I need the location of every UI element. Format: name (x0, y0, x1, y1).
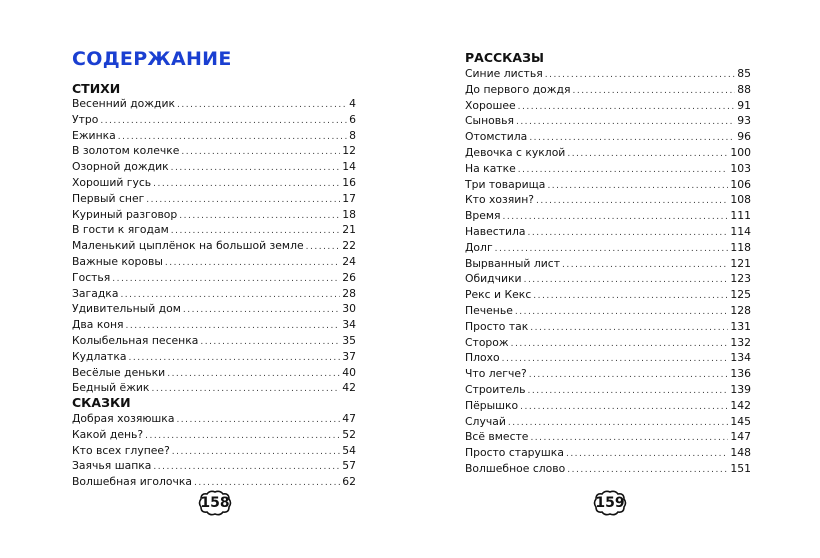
toc-entry (465, 82, 751, 98)
toc-entry-title: Время (465, 209, 501, 223)
toc-entry-page: 121 (730, 256, 751, 270)
toc-entry-page: 111 (730, 209, 751, 223)
toc-entry-page: 8 (349, 128, 356, 142)
toc-entry (465, 414, 751, 430)
toc-entry-title: Плохо (465, 351, 500, 365)
toc-entry-page: 88 (737, 82, 751, 96)
toc-entry (72, 474, 356, 490)
toc-entry-page: 57 (342, 459, 356, 473)
toc-entry-title: Три товарища (465, 177, 546, 191)
toc-entry-title: В золотом колечке (72, 144, 180, 158)
toc-entry-page: 24 (342, 254, 356, 268)
dot-leader (567, 463, 728, 479)
dot-leader (536, 194, 728, 210)
toc-entry (465, 382, 751, 398)
dot-leader (533, 289, 728, 305)
toc-entry (72, 128, 356, 144)
toc-entry (465, 192, 751, 208)
dot-leader (153, 177, 340, 193)
toc-entry (72, 317, 356, 333)
toc-entry (72, 333, 356, 349)
toc-entry-page: 139 (730, 382, 751, 396)
toc-entry-page: 35 (342, 333, 356, 347)
toc-entry-page: 91 (737, 98, 751, 112)
dot-leader (529, 368, 729, 384)
toc-entry (72, 301, 356, 317)
toc-entry (465, 240, 751, 256)
toc-entry-page: 21 (342, 223, 356, 237)
toc-entry-title: Просто старушка (465, 446, 564, 460)
toc-entry (72, 270, 356, 286)
dot-leader (145, 429, 340, 445)
toc-entry (72, 159, 356, 175)
dot-leader (200, 335, 340, 351)
toc-entry-page: 136 (730, 367, 751, 381)
toc-entry-title: Весенний дождик (72, 97, 176, 110)
toc-entry-page: 54 (342, 443, 356, 457)
toc-entry (465, 445, 751, 461)
toc-entry-page: 14 (342, 160, 356, 174)
toc-entry (465, 461, 751, 477)
toc-entry-page: 147 (730, 430, 751, 444)
dot-leader (528, 226, 729, 242)
toc-entry-title: Колыбельная песенка (72, 333, 199, 347)
toc-entry-page: 42 (342, 381, 356, 395)
dot-leader (567, 147, 728, 163)
dot-leader (151, 382, 340, 398)
toc-entry (72, 238, 356, 254)
toc-entry-page: 12 (342, 144, 356, 158)
toc-entry (72, 191, 356, 207)
toc-entry (72, 112, 356, 128)
toc-entry (72, 349, 356, 365)
toc-entry (72, 411, 356, 427)
toc-entry-title: Кто хозяин? (465, 193, 535, 207)
toc-entry (465, 303, 751, 319)
toc-entry-page: 148 (730, 446, 751, 460)
toc-entry (465, 335, 751, 351)
toc-entry-title: Печенье (465, 303, 513, 317)
toc-entry (465, 177, 751, 193)
page-number-left-text: 158 (200, 495, 230, 511)
toc-entry-title: До первого дождя (465, 82, 571, 96)
dot-leader (179, 209, 340, 225)
toc-entry-page: 26 (342, 270, 356, 284)
toc-entry-title: Хороший гусь (72, 175, 152, 189)
toc-entry-title: Девочка с куклой (465, 145, 566, 159)
dot-leader (562, 258, 728, 274)
toc-entry-title: Вырванный лист (465, 256, 560, 270)
toc-entry-page: 134 (730, 351, 751, 365)
toc-entry-page: 131 (730, 319, 751, 333)
toc-entry-page: 103 (730, 161, 751, 175)
toc-entry-title: Просто так (465, 319, 529, 333)
toc-entry-title: Пёрышко (465, 398, 519, 412)
dot-leader (167, 367, 340, 383)
toc-entry-page: 106 (730, 177, 751, 191)
dot-leader (502, 352, 729, 368)
toc-entry-title: На катке (465, 161, 516, 175)
toc-entry (465, 271, 751, 287)
dot-leader (508, 416, 729, 432)
page-number-left (198, 490, 232, 516)
toc-entry (72, 175, 356, 191)
toc-entry-title: Куриный разговор (72, 207, 178, 221)
dot-leader (100, 114, 347, 130)
toc-entry (72, 365, 356, 381)
toc-entry-page: 123 (730, 272, 751, 286)
toc-entry-page: 128 (730, 303, 751, 317)
toc-entry (465, 161, 751, 177)
toc-entry-page: 6 (349, 112, 356, 126)
dot-leader (112, 272, 340, 288)
toc-entry-title: Удивительный дом (72, 302, 181, 316)
toc-entry (72, 254, 356, 270)
toc-entry (465, 429, 751, 445)
dot-leader (171, 161, 341, 177)
toc-entry (72, 380, 356, 396)
toc-entry-title: Кудлатка (72, 349, 127, 363)
dot-leader (518, 163, 729, 179)
dot-leader (547, 179, 728, 195)
toc-entry-title: В гости к ягодам (72, 223, 169, 237)
toc-entry-page: 47 (342, 412, 356, 425)
toc-entry-page: 34 (342, 318, 356, 332)
toc-entry-title: Строитель (465, 382, 526, 396)
toc-entry-title: Отомстила (465, 130, 528, 144)
toc-entry-title: Что легче? (465, 367, 527, 381)
toc-entry-title: Первый снег (72, 191, 145, 205)
toc-entry-page: 4 (349, 97, 356, 110)
page-number-right-text: 159 (595, 495, 625, 511)
toc-entry (72, 207, 356, 223)
toc-list-stories (465, 66, 751, 477)
toc-entry (465, 208, 751, 224)
toc-entry (465, 319, 751, 335)
toc-entry-page: 52 (342, 427, 356, 441)
toc-entry (72, 427, 356, 443)
toc-entry (465, 224, 751, 240)
toc-entry-title: Бедный ёжик (72, 381, 150, 395)
dot-leader (515, 305, 729, 321)
toc-list-tales (72, 411, 356, 490)
section-heading-tales: СКАЗКИ (72, 395, 131, 410)
dot-leader (524, 273, 729, 289)
toc-entry-title: Волшебное слово (465, 461, 566, 475)
toc-entry-page: 125 (730, 288, 751, 302)
toc-entry-title: Случай (465, 414, 506, 428)
toc-entry-page: 28 (342, 286, 356, 300)
dot-leader (181, 145, 340, 161)
toc-entry-title: Весёлые деньки (72, 365, 166, 379)
toc-entry (72, 286, 356, 302)
toc-entry-title: Какой день? (72, 427, 144, 441)
dot-leader (176, 413, 340, 429)
toc-entry (465, 366, 751, 382)
toc-entry-page: 18 (342, 207, 356, 221)
toc-entry-title: Навестила (465, 224, 526, 238)
toc-entry-title: Озорной дождик (72, 160, 169, 174)
page-title: СОДЕРЖАНИЕ (72, 48, 232, 70)
toc-entry-page: 22 (342, 239, 356, 253)
toc-entry (72, 443, 356, 459)
toc-entry-page: 17 (342, 191, 356, 205)
toc-entry-title: Кто всех глупее? (72, 443, 170, 457)
toc-entry (465, 398, 751, 414)
toc-entry (72, 458, 356, 474)
toc-entry-page: 85 (737, 67, 751, 80)
toc-entry-page: 151 (730, 461, 751, 475)
section-heading-poems: СТИХИ (72, 81, 121, 96)
toc-entry (465, 145, 751, 161)
toc-entry (465, 287, 751, 303)
dot-leader (516, 115, 735, 131)
dot-leader (172, 445, 340, 461)
toc-entry-page: 142 (730, 398, 751, 412)
toc-entry-title: Синие листья (465, 67, 543, 80)
dot-leader (503, 210, 729, 226)
page-number-right (593, 490, 627, 516)
toc-entry-page: 145 (730, 414, 751, 428)
dot-leader (530, 321, 728, 337)
dot-leader (306, 240, 341, 256)
toc-entry-title: Важные коровы (72, 254, 163, 268)
toc-entry-title: Долг (465, 240, 493, 254)
dot-leader (528, 384, 729, 400)
section-heading-stories: РАССКАЗЫ (465, 50, 544, 65)
toc-entry-page: 16 (342, 175, 356, 189)
dot-leader (177, 98, 347, 114)
toc-entry-title: Рекс и Кекс (465, 288, 532, 302)
toc-entry-title: Сыновья (465, 114, 514, 128)
toc-entry-title: Заячья шапка (72, 459, 152, 473)
toc-entry-title: Утро (72, 112, 99, 126)
dot-leader (183, 303, 340, 319)
toc-entry-title: Маленький цыплёнок на большой земле (72, 239, 304, 253)
toc-entry (465, 129, 751, 145)
toc-entry (72, 96, 356, 112)
dot-leader (165, 256, 340, 272)
toc-entry-title: Волшебная иголочка (72, 475, 193, 489)
toc-entry-page: 114 (730, 224, 751, 238)
toc-entry-page: 30 (342, 302, 356, 316)
toc-entry (465, 66, 751, 82)
toc-entry-title: Сторож (465, 335, 509, 349)
toc-entry-title: Загадка (72, 286, 119, 300)
dot-leader (572, 84, 735, 100)
toc-entry (72, 143, 356, 159)
toc-entry-title: Гостья (72, 270, 111, 284)
dot-leader (518, 100, 736, 116)
toc-entry-page: 96 (737, 130, 751, 144)
toc-entry (465, 98, 751, 114)
toc-entry-title: Обидчики (465, 272, 522, 286)
dot-leader (566, 447, 728, 463)
toc-entry-page: 93 (737, 114, 751, 128)
toc-entry-title: Два коня (72, 318, 124, 332)
toc-list-poems (72, 96, 356, 396)
toc-entry-page: 108 (730, 193, 751, 207)
toc-entry-page: 37 (342, 349, 356, 363)
toc-entry-page: 118 (730, 240, 751, 254)
toc-entry-title: Ежинка (72, 128, 116, 142)
toc-entry (465, 350, 751, 366)
toc-entry (465, 113, 751, 129)
toc-entry-title: Всё вместе (465, 430, 529, 444)
toc-entry (72, 222, 356, 238)
toc-entry-page: 100 (730, 145, 751, 159)
dot-leader (511, 337, 729, 353)
dot-leader (545, 68, 736, 84)
toc-entry-title: Хорошее (465, 98, 516, 112)
toc-entry-page: 40 (342, 365, 356, 379)
toc-entry-title: Добрая хозяюшка (72, 412, 175, 425)
toc-entry-page: 132 (730, 335, 751, 349)
dot-leader (520, 400, 728, 416)
toc-entry (465, 256, 751, 272)
toc-entry-page: 62 (342, 475, 356, 489)
